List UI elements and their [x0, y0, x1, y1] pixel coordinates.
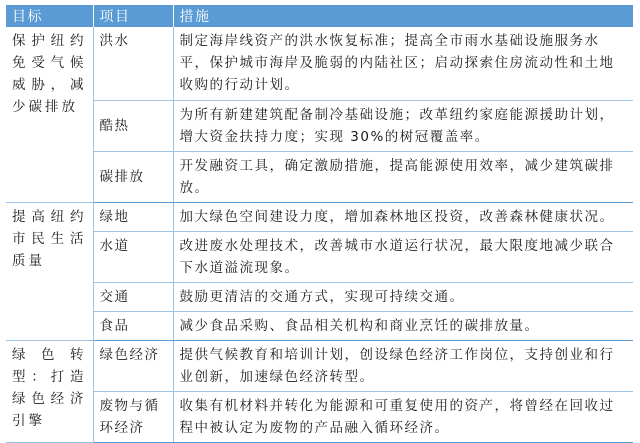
measure-cell: 改进废水处理技术，改善城市水道运行状况，最大限度地减少联合下水道溢流现象。: [173, 231, 633, 282]
measure-cell: 减少食品采购、食品相关机构和商业烹饪的碳排放量。: [173, 311, 633, 340]
item-cell: 水道: [93, 231, 173, 282]
measure-cell: 提供气候教育和培训计划，创设绿色经济工作岗位，支持创业和行业创新，加速绿色经济转型。: [173, 340, 633, 391]
measure-cell: 收集有机材料并转化为能源和可重复使用的资产，将曾经在回收过程中被认定为废物的产品融入循环经济。: [173, 391, 633, 442]
measure-cell: 加大绿色空间建设力度，增加森林地区投资，改善森林健康状况。: [173, 202, 633, 231]
measure-cell: 制定海岸线资产的洪水恢复标准；提高全市雨水基础设施服务水平，保护城市海岸及脆弱的内陆社区；启动探索住房流动性和土地收购的行动计划。: [173, 27, 633, 100]
goal-cell: [6, 340, 93, 442]
item-cell: 酷热: [93, 100, 173, 151]
measure-cell: 鼓励更清洁的交通方式，实现可持续交通。: [173, 282, 633, 311]
table-row: [6, 27, 633, 100]
table-row: [6, 311, 633, 340]
item-cell: 碳排放: [93, 151, 173, 202]
table-row: [6, 340, 633, 391]
table-row: [6, 100, 633, 151]
header-item: 项目: [93, 5, 173, 27]
item-cell: 洪水: [93, 27, 173, 100]
item-cell: 绿地: [93, 202, 173, 231]
goal-text: 提高纽约市民生活质量: [12, 208, 87, 269]
header-row: [6, 5, 633, 27]
table-row: [6, 202, 633, 231]
goal-text: 保护纽约免受气候威胁，减少碳排放: [12, 33, 87, 115]
header-measure: 措施: [173, 5, 633, 27]
header-goal: 目标: [6, 5, 93, 27]
measure-cell: 为所有新建建筑配备制冷基础设施；改革纽约家庭能源援助计划，增大资金扶持力度；实现 30%的树冠覆盖率。: [173, 100, 633, 151]
table-row: [6, 231, 633, 282]
goal-text: 绿色转型：打造绿色经济引擎: [12, 346, 87, 429]
table-row: [6, 391, 633, 442]
item-cell: 食品: [93, 311, 173, 340]
item-cell: 废物与循环经济: [93, 391, 173, 442]
table-row: [6, 151, 633, 202]
item-cell: 绿色经济: [93, 340, 173, 391]
goal-cell: [6, 202, 93, 340]
measure-cell: 开发融资工具，确定激励措施，提高能源使用效率，减少建筑碳排放。: [173, 151, 633, 202]
item-cell: 交通: [93, 282, 173, 311]
goal-cell: [6, 27, 93, 202]
table-row: [6, 282, 633, 311]
measures-table: [6, 5, 634, 443]
